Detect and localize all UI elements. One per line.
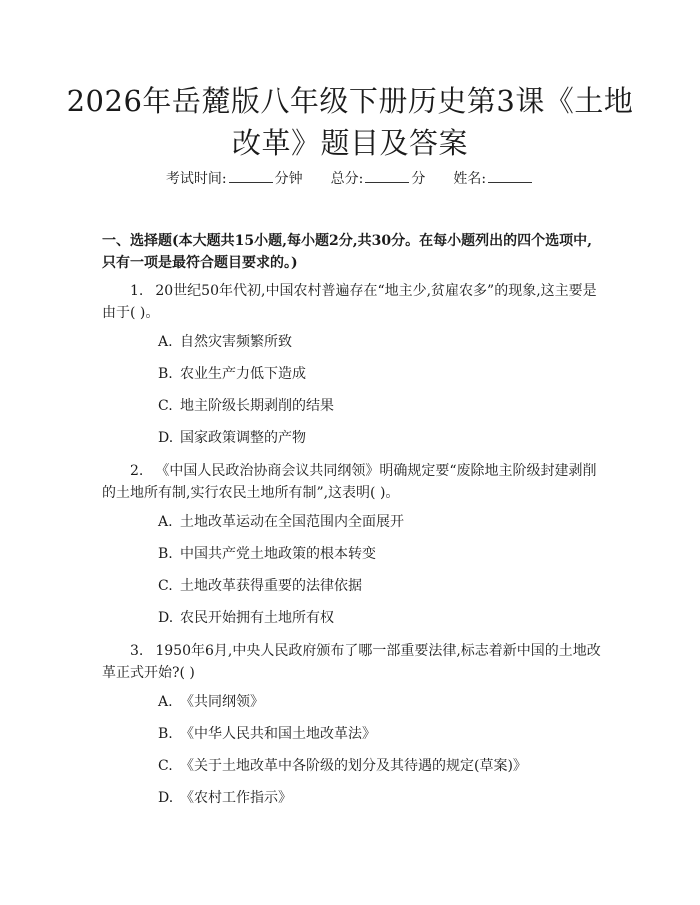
question-text: 《中国人民政治协商会议共同纲领》明确规定要“废除地主阶级封建剥削的土地所有制,实行农民土地所有制”,这表明( )。 xyxy=(102,463,597,501)
option-1a xyxy=(158,332,292,352)
option-3d xyxy=(158,788,292,808)
question-text: 20世纪50年代初,中国农村普遍存在“地主少,贫雇农多”的现象,这主要是由于( )。 xyxy=(102,283,597,321)
option-3a xyxy=(158,692,264,712)
question-number: 1. xyxy=(130,283,144,299)
option-2c xyxy=(158,576,362,596)
option-letter: A. xyxy=(158,694,173,710)
option-letter: B. xyxy=(158,366,173,382)
option-2b xyxy=(158,544,376,564)
document-title: 2026年岳麓版八年级下册历史第3课《土地改革》题目及答案 xyxy=(66,84,634,160)
name-blank xyxy=(488,168,532,183)
option-text: 《关于土地改革中各阶级的划分及其待遇的规定(草案)》 xyxy=(180,758,527,774)
time-label: 考试时间: xyxy=(165,171,227,187)
option-text: 地主阶级长期剥削的结果 xyxy=(180,398,334,414)
option-1b xyxy=(158,364,306,384)
option-text: 《共同纲领》 xyxy=(180,694,264,710)
option-3b xyxy=(158,724,376,744)
time-blank xyxy=(229,168,273,183)
option-text: 《农村工作指示》 xyxy=(180,790,292,806)
question-1 xyxy=(102,280,602,324)
name-label: 姓名: xyxy=(453,171,487,187)
time-unit: 分钟 xyxy=(274,171,303,187)
option-letter: D. xyxy=(158,790,174,806)
score-label: 总分: xyxy=(330,171,364,187)
option-text: 土地改革运动在全国范围内全面展开 xyxy=(180,514,404,530)
option-letter: C. xyxy=(158,758,173,774)
option-letter: D. xyxy=(158,430,174,446)
option-text: 国家政策调整的产物 xyxy=(180,430,306,446)
option-letter: A. xyxy=(158,334,173,350)
question-2 xyxy=(102,460,602,504)
option-letter: D. xyxy=(158,610,174,626)
question-text: 1950年6月,中央人民政府颁布了哪一部重要法律,标志着新中国的土地改革正式开始?( ) xyxy=(102,643,601,681)
score-unit: 分 xyxy=(411,171,426,187)
option-letter: B. xyxy=(158,726,173,742)
option-letter: C. xyxy=(158,398,173,414)
option-text: 土地改革获得重要的法律依据 xyxy=(180,578,362,594)
option-text: 《中华人民共和国土地改革法》 xyxy=(180,726,376,742)
option-2a xyxy=(158,512,404,532)
option-letter: A. xyxy=(158,514,173,530)
question-3 xyxy=(102,640,602,684)
option-2d xyxy=(158,608,334,628)
option-text: 农民开始拥有土地所有权 xyxy=(180,610,334,626)
question-number: 3. xyxy=(130,643,144,659)
exam-info-line xyxy=(0,168,700,189)
option-3c xyxy=(158,756,527,776)
question-number: 2. xyxy=(130,463,144,479)
option-letter: B. xyxy=(158,546,173,562)
option-text: 自然灾害频繁所致 xyxy=(180,334,292,350)
option-text: 农业生产力低下造成 xyxy=(180,366,306,382)
score-blank xyxy=(365,168,409,183)
section-heading: 一、选择题(本大题共15小题,每小题2分,共30分。在每小题列出的四个选项中,只有一项是最符合题目要求的。) xyxy=(102,233,592,271)
option-letter: C. xyxy=(158,578,173,594)
option-text: 中国共产党土地政策的根本转变 xyxy=(180,546,376,562)
option-1d xyxy=(158,428,306,448)
option-1c xyxy=(158,396,334,416)
